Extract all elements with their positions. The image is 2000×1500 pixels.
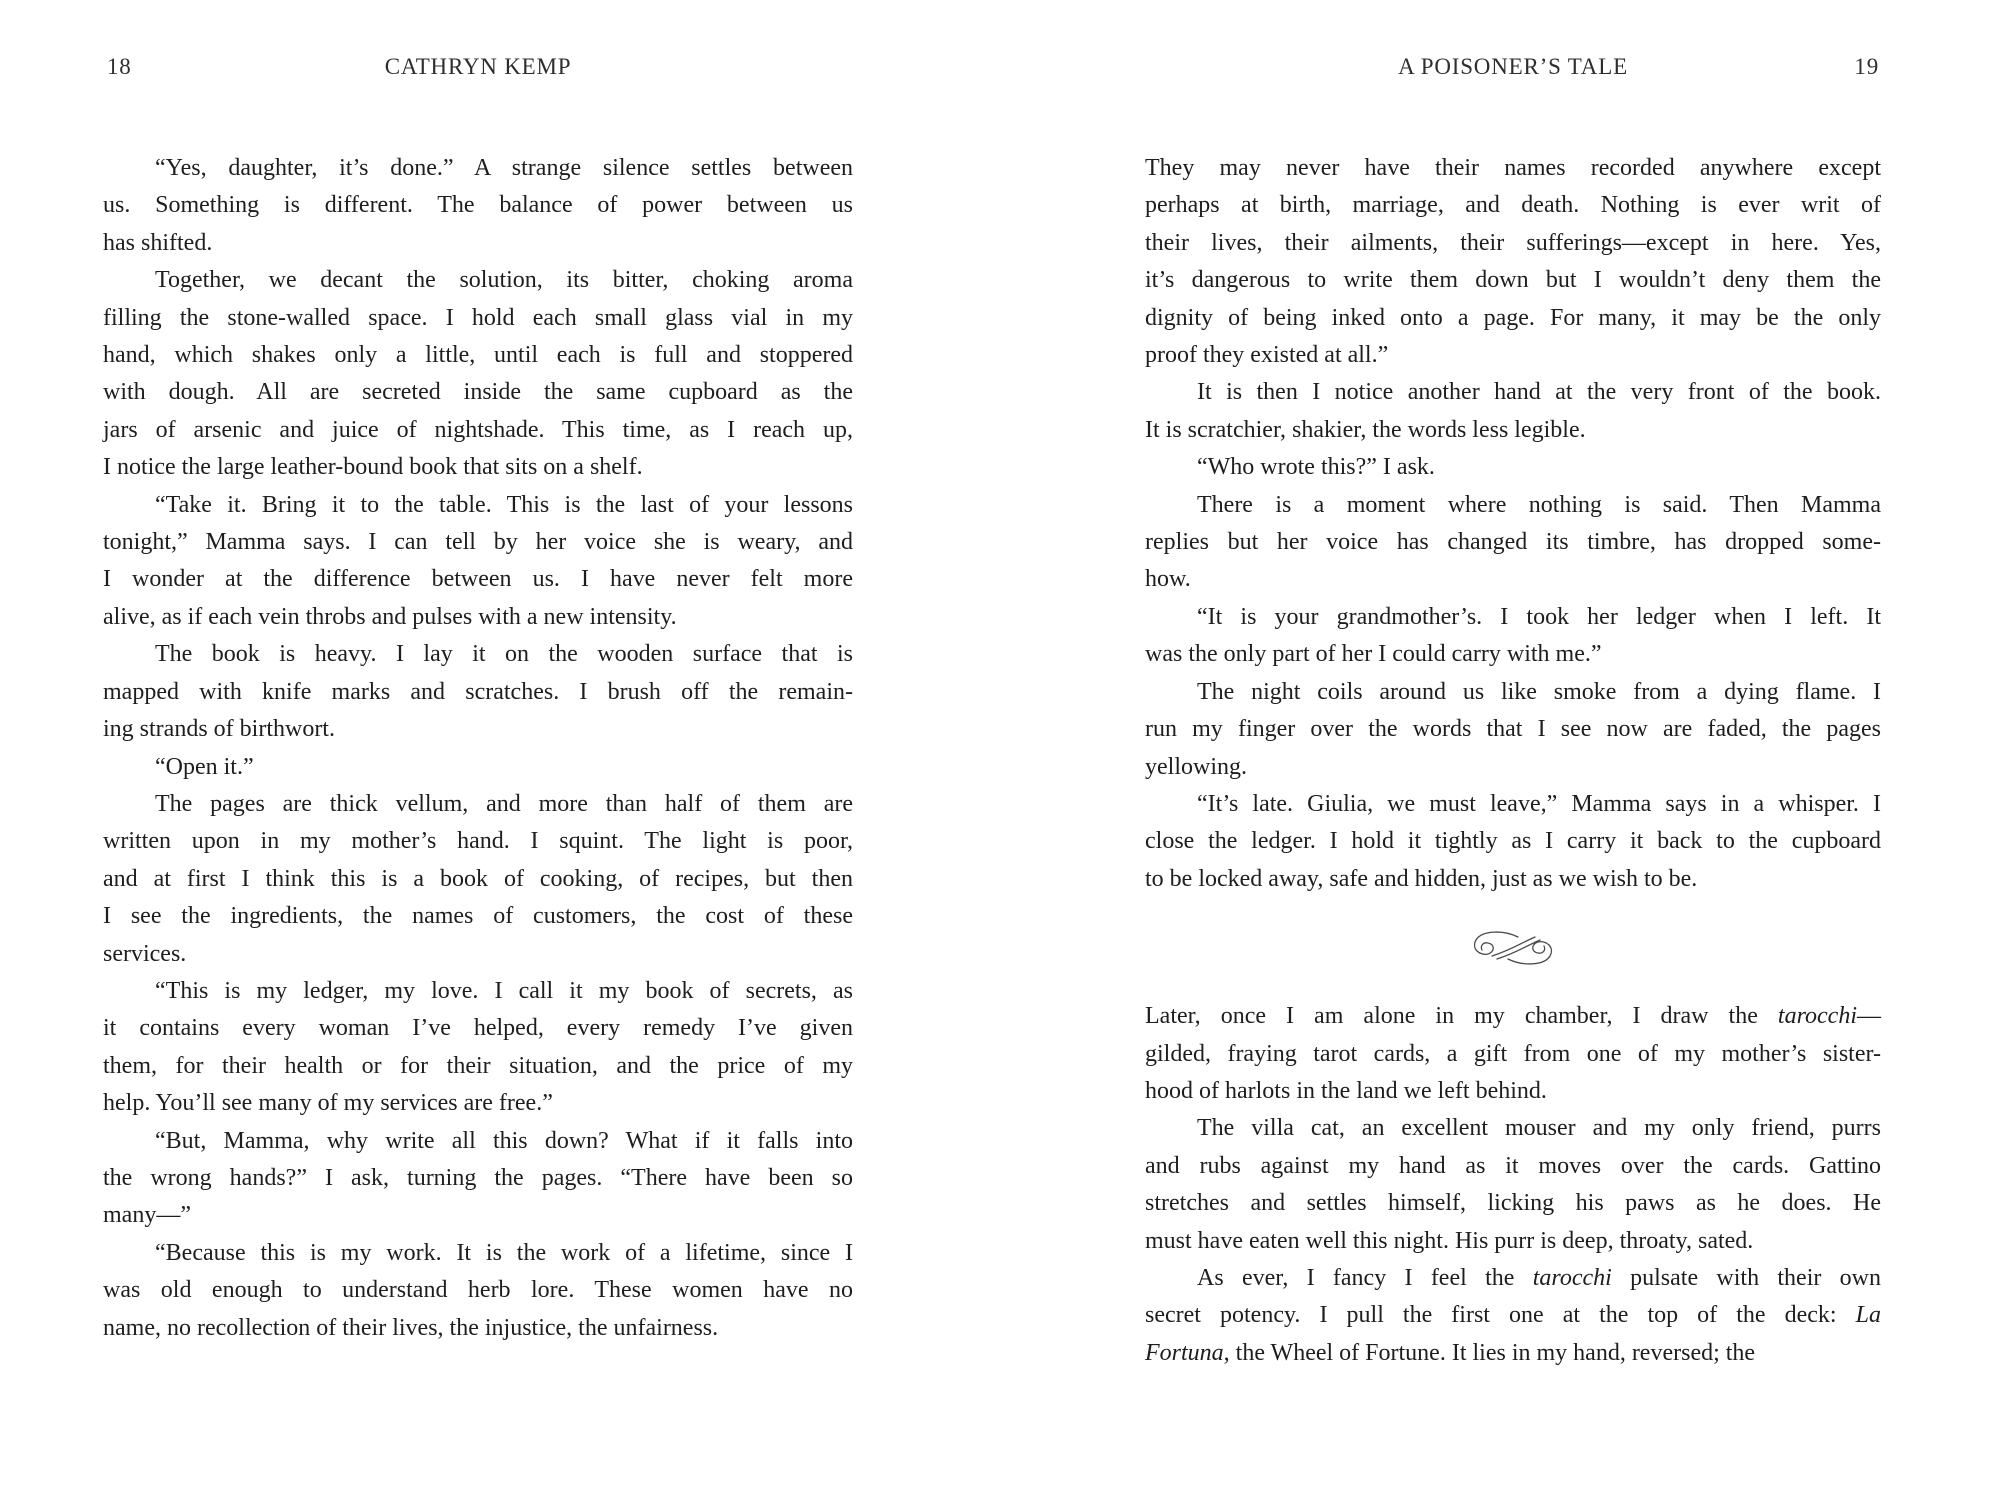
page-text-right-bottom bbox=[1145, 998, 1881, 1372]
text-line: alive, as if each vein throbs and pulses with a new intensity. bbox=[103, 603, 677, 630]
page-text-right bbox=[1145, 150, 1881, 1372]
text-line: I notice the large leather-bound book that sits on a shelf. bbox=[103, 454, 643, 481]
text-line: It is scratchier, shakier, the words less legible. bbox=[1145, 416, 1586, 443]
text-line: “Yes, daughter, it’s done.” A strange silence settles between bbox=[155, 155, 853, 181]
text-line: and at first I think this is a book of cooking, of recipes, but then bbox=[103, 865, 853, 892]
text-line: proof they existed at all.” bbox=[1145, 342, 1389, 369]
text-line: run my finger over the words that I see now are faded, the pages bbox=[1145, 716, 1881, 743]
section-break bbox=[1145, 898, 1881, 998]
text-line: their lives, their ailments, their sufferings—except in here. Yes, bbox=[1145, 229, 1881, 256]
text-line: “This is my ledger, my love. I call it my book of secrets, as bbox=[155, 977, 853, 1004]
section-break-flourish-icon bbox=[1469, 927, 1557, 969]
text-line: secret potency. I pull the first one at the top of the deck: La bbox=[1145, 1302, 1881, 1329]
running-head-right bbox=[1145, 52, 1881, 82]
text-line: stretches and settles himself, licking his paws as he does. He bbox=[1145, 1190, 1881, 1217]
text-line: Fortuna, the Wheel of Fortune. It lies in my hand, reversed; the bbox=[1145, 1339, 1756, 1366]
text-line: hand, which shakes only a little, until each is full and stoppered bbox=[103, 342, 853, 369]
text-line: It is then I notice another hand at the very front of the book. bbox=[1197, 379, 1881, 406]
text-line: As ever, I fancy I feel the tarocchi pulsate with their own bbox=[1197, 1264, 1881, 1291]
text-line: Together, we decant the solution, its bitter, choking aroma bbox=[155, 267, 853, 294]
text-line: was old enough to understand herb lore. These women have no bbox=[103, 1277, 853, 1304]
text-line: The pages are thick vellum, and more than half of them are bbox=[155, 790, 853, 817]
page-text-left bbox=[103, 150, 853, 1347]
text-line: how. bbox=[1145, 566, 1191, 593]
text-line: “Open it.” bbox=[155, 753, 254, 780]
text-line: “But, Mamma, why write all this down? What if it falls into bbox=[155, 1127, 853, 1154]
text-line: “Because this is my work. It is the work of a lifetime, since I bbox=[155, 1239, 853, 1266]
text-line: and rubs against my hand as it moves over the cards. Gattino bbox=[1145, 1152, 1881, 1179]
page-number: 18 bbox=[107, 54, 132, 79]
text-line: many—” bbox=[103, 1202, 191, 1229]
text-line: The night coils around us like smoke from a dying flame. I bbox=[1197, 678, 1881, 705]
text-line: dignity of being inked onto a page. For many, it may be the only bbox=[1145, 304, 1881, 331]
text-line: help. You’ll see many of my services are free.” bbox=[103, 1090, 553, 1117]
text-line: Later, once I am alone in my chamber, I draw the tarocchi— bbox=[1145, 1003, 1881, 1030]
text-line: must have eaten well this night. His purr is deep, throaty, sated. bbox=[1145, 1227, 1754, 1254]
text-line: was the only part of her I could carry with me.” bbox=[1145, 641, 1602, 668]
running-head-left bbox=[103, 52, 853, 82]
running-head-title: A POISONER’S TALE bbox=[1398, 54, 1628, 79]
text-line: There is a moment where nothing is said. Then Mamma bbox=[1197, 491, 1881, 518]
text-line: I see the ingredients, the names of customers, the cost of these bbox=[103, 903, 853, 930]
text-line: “It’s late. Giulia, we must leave,” Mamma says in a whisper. I bbox=[1197, 790, 1881, 817]
text-line: perhaps at birth, marriage, and death. Nothing is ever writ of bbox=[1145, 192, 1881, 219]
text-line: They may never have their names recorded anywhere except bbox=[1145, 155, 1881, 181]
text-line: written upon in my mother’s hand. I squint. The light is poor, bbox=[103, 828, 853, 855]
text-line: hood of harlots in the land we left behind. bbox=[1145, 1077, 1547, 1104]
running-head-title: CATHRYN KEMP bbox=[384, 54, 572, 79]
text-line: the wrong hands?” I ask, turning the pages. “There have been so bbox=[103, 1164, 853, 1191]
text-line: ing strands of birthwort. bbox=[103, 716, 335, 743]
text-line: us. Something is different. The balance of power between us bbox=[103, 192, 853, 219]
text-line: filling the stone-walled space. I hold each small glass vial in my bbox=[103, 304, 853, 331]
text-line: tonight,” Mamma says. I can tell by her voice she is weary, and bbox=[103, 529, 853, 556]
text-line: it contains every woman I’ve helped, every remedy I’ve given bbox=[103, 1015, 853, 1042]
text-line: yellowing. bbox=[1145, 753, 1247, 780]
text-line: name, no recollection of their lives, the injustice, the unfairness. bbox=[103, 1314, 719, 1341]
text-line: with dough. All are secreted inside the same cupboard as the bbox=[103, 379, 853, 406]
text-line: them, for their health or for their situation, and the price of my bbox=[103, 1052, 853, 1079]
text-line: it’s dangerous to write them down but I wouldn’t deny them the bbox=[1145, 267, 1881, 294]
text-line: to be locked away, safe and hidden, just as we wish to be. bbox=[1145, 865, 1698, 892]
text-line: services. bbox=[103, 940, 187, 967]
text-line: I wonder at the difference between us. I have never felt more bbox=[103, 566, 853, 593]
text-line: “Take it. Bring it to the table. This is the last of your lessons bbox=[155, 491, 853, 518]
text-line: jars of arsenic and juice of nightshade. This time, as I reach up, bbox=[103, 416, 853, 443]
text-line: replies but her voice has changed its timbre, has dropped some- bbox=[1145, 529, 1881, 556]
page-text-right-top bbox=[1145, 150, 1881, 898]
text-line: has shifted. bbox=[103, 229, 213, 256]
text-line: The villa cat, an excellent mouser and my only friend, purrs bbox=[1197, 1115, 1881, 1142]
text-line: mapped with knife marks and scratches. I brush off the remain- bbox=[103, 678, 853, 705]
book-page-right bbox=[1145, 0, 1881, 1500]
text-line: gilded, fraying tarot cards, a gift from one of my mother’s sister- bbox=[1145, 1040, 1881, 1067]
text-line: close the ledger. I hold it tightly as I carry it back to the cupboard bbox=[1145, 828, 1881, 855]
text-line: “Who wrote this?” I ask. bbox=[1197, 454, 1435, 481]
text-line: The book is heavy. I lay it on the wooden surface that is bbox=[155, 641, 853, 668]
page-number: 19 bbox=[1854, 54, 1879, 79]
book-page-left bbox=[103, 0, 853, 1500]
text-line: “It is your grandmother’s. I took her ledger when I left. It bbox=[1197, 603, 1881, 630]
